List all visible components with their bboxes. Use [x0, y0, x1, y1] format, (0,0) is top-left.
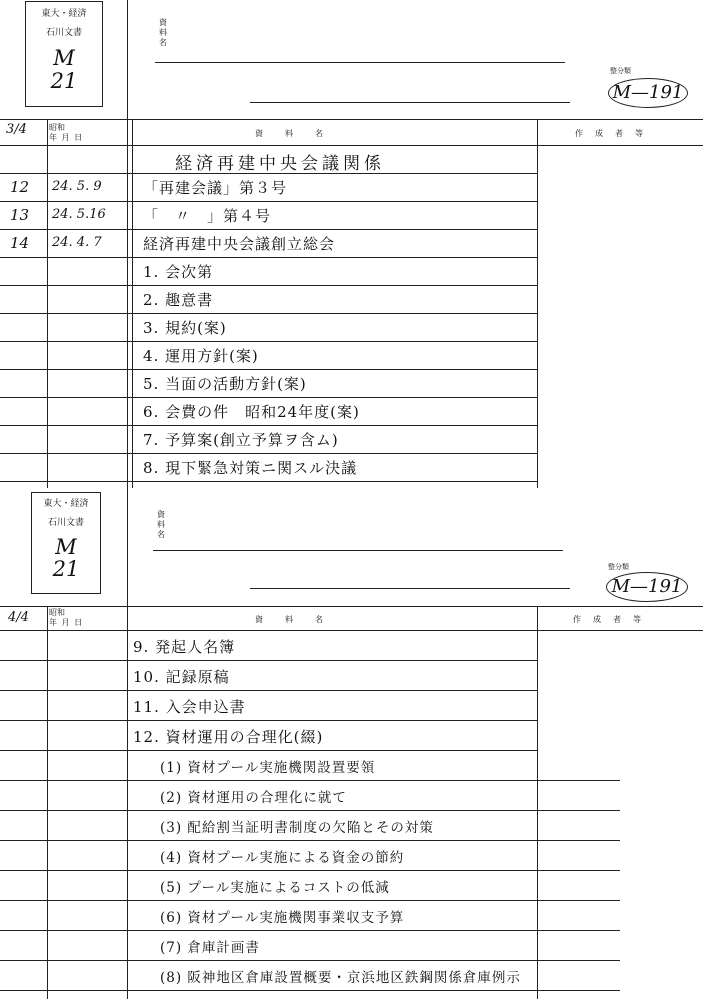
row-rule [0, 870, 620, 871]
stamp-line2: 石川文書 [45, 28, 82, 38]
row-title: 1. 会次第 [143, 263, 214, 281]
row-number: 12 [10, 178, 30, 196]
stamp-code-top: M [55, 535, 77, 559]
row-title: 2. 趣意書 [143, 291, 214, 309]
row-rule [0, 780, 620, 781]
row-number: 13 [10, 206, 30, 224]
row-title: 6. 会費の件 昭和24年度(案) [143, 403, 360, 421]
header-date: 年 月 日 [49, 618, 84, 627]
header-rule [0, 119, 703, 120]
stamp-code-top: M [53, 46, 75, 70]
row-rule [0, 840, 620, 841]
rule [47, 606, 48, 999]
archive-stamp [25, 1, 103, 107]
row-title: 経済再建中央会議創立総会 [143, 235, 336, 253]
row-title: 7. 予算案(創立予算ヲ含ム) [143, 431, 339, 449]
row-number: 14 [10, 234, 30, 252]
row-rule [0, 481, 537, 482]
row-title: 3. 規約(案) [143, 319, 227, 337]
row-title: 11. 入会申込書 [133, 698, 246, 716]
header-rule [0, 145, 703, 146]
stamp-line1: 東大・経済 [41, 9, 87, 19]
rule [127, 488, 128, 999]
fill-line [155, 62, 565, 63]
stamp-line2: 石川文書 [47, 518, 84, 528]
rule [537, 119, 538, 488]
row-title: 5. 当面の活動方針(案) [143, 375, 307, 393]
row-title: (8) 阪神地区倉庫設置概要・京浜地区鉄鋼関係倉庫例示 [160, 970, 521, 986]
fill-line [250, 588, 570, 589]
page-mark: 4/4 [8, 610, 29, 625]
row-rule [0, 201, 537, 202]
stamp-code-bottom: 21 [50, 69, 78, 93]
row-rule [0, 660, 537, 661]
row-title: 経済再建中央会議関係 [175, 154, 385, 174]
row-title: 12. 資材運用の合理化(綴) [133, 728, 324, 746]
row-date: 24. 5. 9 [52, 179, 102, 194]
row-rule [0, 720, 537, 721]
row-title: 「再建会議」第３号 [143, 179, 288, 197]
row-rule [0, 397, 537, 398]
rule [537, 606, 538, 999]
classification-label: 整分類 [610, 67, 631, 75]
material-name-label: 資料名 [159, 18, 167, 47]
header-date: 年 月 日 [49, 133, 84, 142]
row-title: (2) 資材運用の合理化に就て [160, 790, 347, 806]
row-title: (5) プール実施によるコストの低減 [160, 880, 390, 896]
classification-label: 整分類 [608, 563, 629, 571]
rule [127, 0, 128, 488]
row-date: 24. 5.16 [52, 207, 106, 222]
row-title: (1) 資材プール実施機関設置要領 [160, 760, 376, 776]
row-rule [0, 369, 537, 370]
header-title: 資 料 名 [255, 129, 325, 138]
row-title: 9. 発起人名簿 [133, 638, 236, 656]
row-date: 24. 4. 7 [52, 235, 102, 250]
row-title: (7) 倉庫計画書 [160, 940, 260, 956]
row-rule [0, 750, 537, 751]
header-author: 作 成 者 等 [575, 129, 645, 138]
row-title: 8. 現下緊急対策ニ関スル決議 [143, 459, 358, 477]
index-card-1 [0, 0, 703, 488]
fill-line [153, 550, 563, 551]
header-rule [0, 606, 703, 607]
row-rule [0, 810, 620, 811]
row-rule [0, 900, 620, 901]
row-rule [0, 285, 537, 286]
row-rule [0, 990, 620, 991]
classification-code: M—191 [606, 572, 688, 602]
material-name-label: 資料名 [157, 510, 165, 539]
row-title: 4. 運用方針(案) [143, 347, 259, 365]
row-title: (3) 配給割当証明書制度の欠陥とその対策 [160, 820, 434, 836]
row-rule [0, 930, 620, 931]
rule [47, 119, 48, 488]
row-rule [0, 425, 537, 426]
row-rule [0, 229, 537, 230]
row-rule [0, 960, 620, 961]
rule [132, 119, 133, 488]
header-era: 昭和 [49, 608, 65, 617]
page-mark: 3/4 [6, 122, 27, 137]
header-author: 作 成 者 等 [573, 615, 643, 624]
index-card-2 [0, 488, 703, 999]
row-rule [0, 690, 537, 691]
row-title: 「 〃 」第４号 [143, 207, 272, 225]
row-title: 10. 記録原稿 [133, 668, 230, 686]
row-rule [0, 453, 537, 454]
stamp-code-bottom: 21 [52, 557, 80, 581]
stamp-line1: 東大・経済 [43, 499, 89, 509]
header-rule [0, 630, 703, 631]
archive-stamp [31, 492, 101, 594]
classification-code: M—191 [608, 78, 688, 108]
row-rule [0, 313, 537, 314]
fill-line [250, 102, 570, 103]
row-rule [0, 257, 537, 258]
header-title: 資 料 名 [255, 615, 325, 624]
row-title: (6) 資材プール実施機関事業収支予算 [160, 910, 405, 926]
row-rule [0, 341, 537, 342]
row-title: (4) 資材プール実施による資金の節約 [160, 850, 405, 866]
header-era: 昭和 [49, 123, 65, 132]
